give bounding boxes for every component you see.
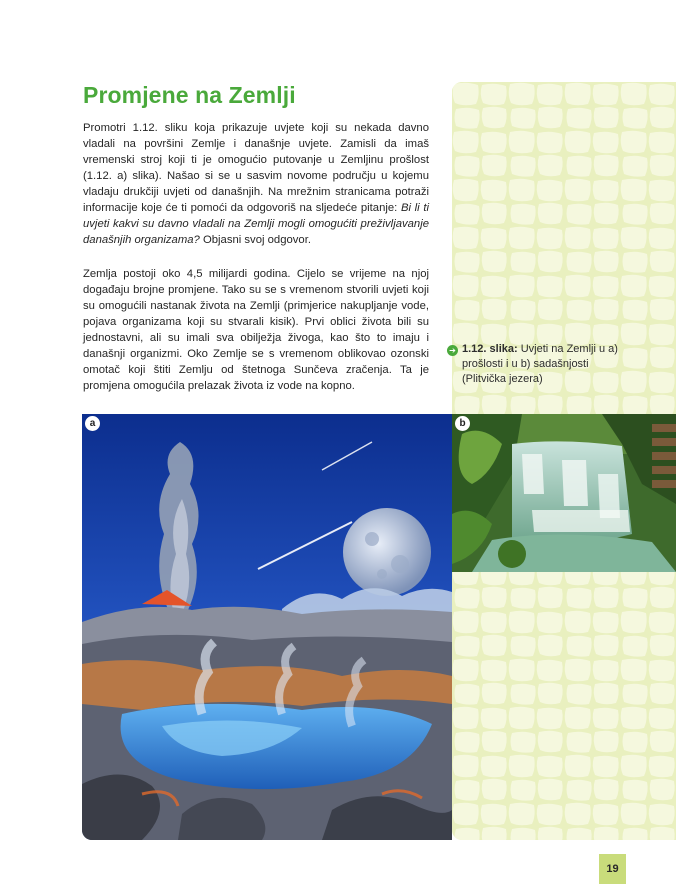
intro-paragraph [83,120,429,248]
image-label-b: b [455,416,470,431]
caption-text [447,342,627,387]
caption-body: Uvjeti na Zemlji u a) prošlosti i u b) sadašnjosti (Plitvička jezera) [462,343,618,385]
plitvice-lakes-photo [452,414,676,572]
early-earth-illustration [82,414,452,840]
intro-text: Promotri 1.12. sliku koja prikazuje uvjete koji su nekada davno vladali na površini Zemlje i današnje uvjete. Zamisli da imaš vremenski stroj koji ti je omogućio putovanje u Zemljinu prošlost (1.12. a) slika). Našao si se u sasvim novome području u kojemu vladaju drukčiji uvjeti od današnjih. Na mrežnim stranicama potraži informacije koje će ti pomoći da odgovoriš na sljedeće pitanje: [83,122,429,214]
intro-instruction: Objasni svoj odgovor. [199,234,311,246]
intro-question: Bi li ti uvjeti kakvi su davno vladali na Zemlji mogli omogućiti preživljavanje današnjih organizama? [83,202,429,246]
page-title: Promjene na Zemlji [83,82,296,108]
figure-caption [447,342,627,387]
body-paragraph: Zemlja postoji oko 4,5 milijardi godina. Cijelo se vrijeme na njoj događaju brojne promjene. Tako su se s vremenom stvorili uvjeti koji su omogućili nastanak života na Zemlji (primjerice nakupljanje vode, pojava organizama koji su stvarali kisik). Prvi oblici života bili su jednostavni, ali su imali sva obilježja živoga, kao što to imaju i današnji organizmi. Oko Zemlje se s vremenom oblikovao ozonski omotač koji štiti Zemlju od štetnoga Sunčeva zračenja. Ta je promjena omogućila prelazak života iz vode na kopno. [83,268,429,392]
caption-label: 1.12. slika: [462,343,518,355]
page-number: 19 [599,854,626,884]
image-label-a: a [85,416,100,431]
arrow-right-circle-icon: ➔ [447,345,458,356]
